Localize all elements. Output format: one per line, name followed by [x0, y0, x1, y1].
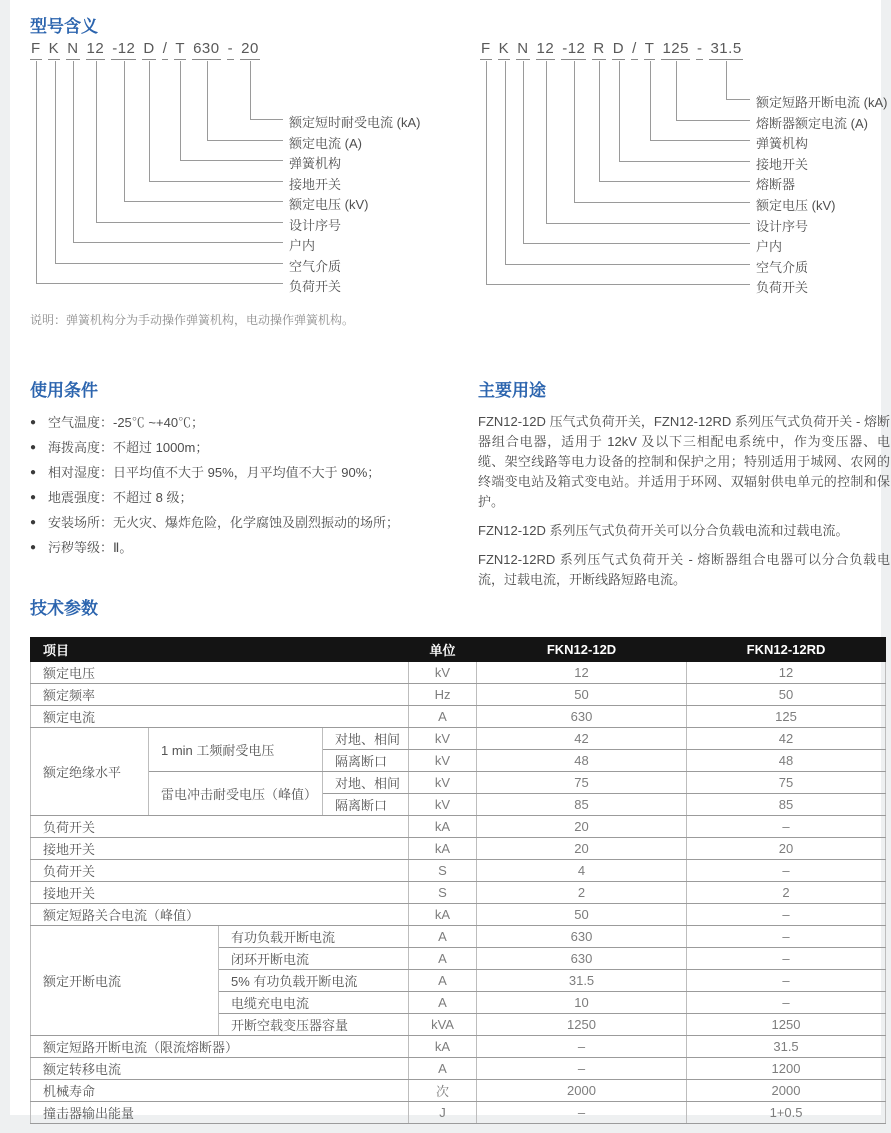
param-label-cell: 机械寿命: [31, 1080, 409, 1102]
model-code-segment: K: [48, 40, 61, 60]
bullet-icon: ●: [30, 492, 37, 503]
param-value-cell: –: [687, 860, 886, 882]
param-value-cell: A: [409, 970, 477, 992]
model-code-segment: N: [516, 40, 529, 60]
param-label-cell: 5% 有功负载开断电流: [219, 970, 409, 992]
param-value-cell: kA: [409, 904, 477, 926]
param-label-cell: 开断空载变压器容量: [219, 1014, 409, 1036]
param-value-cell: 630: [477, 948, 687, 970]
param-value-cell: 125: [687, 706, 886, 728]
param-value-cell: S: [409, 882, 477, 904]
param-value-cell: kV: [409, 728, 477, 750]
model-code-segment: D: [612, 40, 625, 60]
param-value-cell: kA: [409, 838, 477, 860]
model-note: 说明：弹簧机构分为手动操作弹簧机构，电动操作弹簧机构。: [30, 313, 355, 327]
param-label-cell: 接地开关: [31, 882, 409, 904]
table-row: [31, 728, 886, 750]
table-row: [31, 684, 886, 706]
callout-label: 熔断器额定电流 (A): [756, 116, 868, 131]
param-value-cell: 1+0.5: [687, 1102, 886, 1124]
callout-label: 额定短路开断电流 (kA): [756, 95, 888, 110]
callout-label: 设计序号: [289, 218, 342, 233]
param-label-cell: 额定绝缘水平: [31, 728, 149, 816]
model-code-segment: 31.5: [709, 40, 742, 60]
table-row: [31, 1102, 886, 1124]
param-value-cell: 42: [477, 728, 687, 750]
param-value-cell: –: [687, 926, 886, 948]
param-value-cell: kVA: [409, 1014, 477, 1036]
table-row: [31, 1036, 886, 1058]
param-value-cell: 85: [687, 794, 886, 816]
bullet-icon: ●: [30, 467, 37, 478]
param-value-cell: –: [687, 970, 886, 992]
param-value-cell: A: [409, 706, 477, 728]
param-value-cell: A: [409, 926, 477, 948]
param-label-cell: 负荷开关: [31, 860, 409, 882]
table-row: [31, 816, 886, 838]
param-label-cell: 额定短路关合电流（峰值）: [31, 904, 409, 926]
param-label-cell: 额定转移电流: [31, 1058, 409, 1080]
condition-text: 安装场所：无火灾、爆炸危险，化学腐蚀及剧烈振动的场所；: [48, 515, 400, 530]
param-value-cell: 20: [477, 838, 687, 860]
param-label-cell: 隔离断口: [323, 794, 409, 816]
param-value-cell: 20: [477, 816, 687, 838]
param-label-cell: 额定频率: [31, 684, 409, 706]
param-value-cell: kA: [409, 816, 477, 838]
table-row: [31, 1058, 886, 1080]
param-label-cell: 雷电冲击耐受电压（峰值）: [149, 772, 323, 816]
technical-parameters-table: [30, 637, 886, 1124]
callout-label: 额定短时耐受电流 (kA): [289, 115, 421, 130]
param-value-cell: 42: [687, 728, 886, 750]
model-code-segment: 20: [240, 40, 260, 60]
param-label-cell: 负荷开关: [31, 816, 409, 838]
callout-line: [36, 61, 283, 284]
param-label-cell: 额定短路开断电流（限流熔断器）: [31, 1036, 409, 1058]
section-title-service-conditions: 使用条件: [30, 381, 98, 400]
condition-text: 地震强度：不超过 8 级；: [48, 490, 193, 505]
param-value-cell: S: [409, 860, 477, 882]
param-value-cell: 48: [687, 750, 886, 772]
param-value-cell: J: [409, 1102, 477, 1124]
callout-line: [486, 61, 750, 285]
param-col-header: 项目: [31, 638, 409, 662]
table-row: [31, 926, 886, 948]
param-label-cell: 对地、相间: [323, 728, 409, 750]
param-value-cell: kV: [409, 750, 477, 772]
param-value-cell: 次: [409, 1080, 477, 1102]
param-value-cell: kV: [409, 662, 477, 684]
param-col-header: 单位: [409, 638, 477, 662]
param-label-cell: 撞击器输出能量: [31, 1102, 409, 1124]
section-title-technical-parameters: 技术参数: [30, 599, 98, 618]
param-value-cell: 2000: [687, 1080, 886, 1102]
param-label-cell: 对地、相间: [323, 772, 409, 794]
param-value-cell: A: [409, 1058, 477, 1080]
param-value-cell: –: [477, 1036, 687, 1058]
callout-label: 户内: [289, 238, 316, 253]
param-label-cell: 闭环开断电流: [219, 948, 409, 970]
param-value-cell: A: [409, 992, 477, 1014]
uses-paragraph: FZN12-12D 系列压气式负荷开关可以分合负载电流和过载电流。: [478, 523, 849, 538]
bullet-icon: ●: [30, 442, 37, 453]
bullet-icon: ●: [30, 417, 37, 428]
param-value-cell: 85: [477, 794, 687, 816]
param-value-cell: 12: [477, 662, 687, 684]
table-row: [31, 772, 886, 794]
model-code: [480, 40, 891, 60]
param-value-cell: 630: [477, 926, 687, 948]
callout-label: 空气介质: [756, 260, 809, 275]
model-code-segment: -12: [111, 40, 136, 60]
callout-label: 空气介质: [289, 259, 342, 274]
condition-item: [30, 410, 460, 435]
main-uses-text: [478, 412, 890, 599]
param-value-cell: 630: [477, 706, 687, 728]
callout-label: 负荷开关: [756, 280, 809, 295]
param-value-cell: 10: [477, 992, 687, 1014]
section-title-main-uses: 主要用途: [478, 381, 546, 400]
model-code-segment: T: [174, 40, 186, 60]
param-value-cell: 75: [477, 772, 687, 794]
callout-label: 弹簧机构: [756, 136, 809, 151]
param-label-cell: 额定电流: [31, 706, 409, 728]
callout-label: 接地开关: [756, 157, 809, 172]
param-value-cell: 20: [687, 838, 886, 860]
callout-label: 设计序号: [756, 219, 809, 234]
model-code-segment: 12: [86, 40, 106, 60]
model-code-segment: /: [631, 40, 638, 60]
model-code-segment: -: [696, 40, 704, 60]
param-value-cell: –: [687, 948, 886, 970]
param-value-cell: kV: [409, 772, 477, 794]
param-value-cell: 50: [687, 684, 886, 706]
callout-label: 户内: [756, 239, 783, 254]
uses-paragraph: FZN12-12RD 系列压气式负荷开关 - 熔断器组合电器可以分合负载电流，过载电流，开断线路短路电流。: [478, 552, 890, 587]
param-value-cell: 1200: [687, 1058, 886, 1080]
condition-item: [30, 435, 460, 460]
condition-item: [30, 510, 460, 535]
table-row: [31, 882, 886, 904]
model-code-segment: F: [30, 40, 42, 60]
model-code-segment: F: [480, 40, 492, 60]
callout-label: 额定电压 (kV): [756, 198, 836, 213]
model-designation-diagram-fkn12-12rd: [480, 40, 891, 306]
param-value-cell: 2: [477, 882, 687, 904]
table-row: [31, 706, 886, 728]
param-label-cell: 隔离断口: [323, 750, 409, 772]
param-value-cell: 2000: [477, 1080, 687, 1102]
param-label-cell: 电缆充电电流: [219, 992, 409, 1014]
param-value-cell: –: [687, 904, 886, 926]
uses-paragraph: FZN12-12D 压气式负荷开关，FZN12-12RD 系列压气式负荷开关 - 熔断器组合电器，适用于 12kV 及以下三相配电系统中，作为变压器、电缆、架空线路等电力设备的控制和保护之用；特别适用于城网、农网的终端变电站及箱式变电站。并适用于环网、双辐射供电单元的控制和保护。: [478, 414, 890, 509]
condition-text: 污秽等级：Ⅱ。: [48, 540, 133, 555]
param-value-cell: 2: [687, 882, 886, 904]
model-code-segment: T: [644, 40, 656, 60]
param-col-header: FKN12-12D: [477, 638, 687, 662]
condition-text: 空气温度：-25℃ ~+40℃；: [48, 415, 205, 430]
table-row: [31, 662, 886, 684]
param-value-cell: –: [687, 992, 886, 1014]
model-code: [30, 40, 455, 60]
param-value-cell: –: [477, 1102, 687, 1124]
table-row: [31, 838, 886, 860]
document-page: [10, 0, 890, 1121]
model-code-segment: 12: [536, 40, 556, 60]
table-row: [31, 1080, 886, 1102]
param-label-cell: 额定电压: [31, 662, 409, 684]
section-title-model-meaning: 型号含义: [30, 17, 98, 36]
param-value-cell: 31.5: [477, 970, 687, 992]
callout-label: 额定电流 (A): [289, 136, 362, 151]
callout-label: 负荷开关: [289, 279, 342, 294]
param-value-cell: 1250: [477, 1014, 687, 1036]
param-value-cell: 50: [477, 904, 687, 926]
param-value-cell: 4: [477, 860, 687, 882]
callout-label: 接地开关: [289, 177, 342, 192]
param-label-cell: 接地开关: [31, 838, 409, 860]
model-code-segment: -12: [561, 40, 586, 60]
callout-label: 熔断器: [756, 177, 796, 192]
model-code-segment: R: [592, 40, 605, 60]
table-header-row: [31, 638, 886, 662]
model-code-segment: N: [66, 40, 79, 60]
condition-text: 相对湿度：日平均值不大于 95%，月平均值不大于 90%；: [48, 465, 381, 480]
bullet-icon: ●: [30, 542, 37, 553]
model-code-segment: 630: [192, 40, 221, 60]
model-code-segment: 125: [661, 40, 690, 60]
condition-item: [30, 460, 460, 485]
param-value-cell: 75: [687, 772, 886, 794]
param-label-cell: 额定开断电流: [31, 926, 219, 1036]
param-value-cell: –: [477, 1058, 687, 1080]
param-value-cell: –: [687, 816, 886, 838]
condition-item: [30, 535, 460, 560]
param-col-header: FKN12-12RD: [687, 638, 886, 662]
model-code-segment: -: [227, 40, 235, 60]
callout-label: 额定电压 (kV): [289, 197, 369, 212]
service-conditions-list: [30, 410, 460, 560]
callout-label: 弹簧机构: [289, 156, 342, 171]
param-label-cell: 有功负载开断电流: [219, 926, 409, 948]
param-value-cell: Hz: [409, 684, 477, 706]
param-value-cell: kA: [409, 1036, 477, 1058]
param-value-cell: A: [409, 948, 477, 970]
model-code-segment: D: [142, 40, 155, 60]
param-label-cell: 1 min 工频耐受电压: [149, 728, 323, 772]
condition-item: [30, 485, 460, 510]
model-code-segment: /: [162, 40, 169, 60]
param-value-cell: 12: [687, 662, 886, 684]
table-row: [31, 904, 886, 926]
param-value-cell: 1250: [687, 1014, 886, 1036]
condition-text: 海拨高度：不超过 1000m；: [48, 440, 209, 455]
table-row: [31, 860, 886, 882]
param-value-cell: kV: [409, 794, 477, 816]
model-designation-diagram-fkn12-12d: [30, 40, 455, 306]
param-value-cell: 48: [477, 750, 687, 772]
param-value-cell: 31.5: [687, 1036, 886, 1058]
bullet-icon: ●: [30, 517, 37, 528]
model-code-segment: K: [498, 40, 511, 60]
param-value-cell: 50: [477, 684, 687, 706]
